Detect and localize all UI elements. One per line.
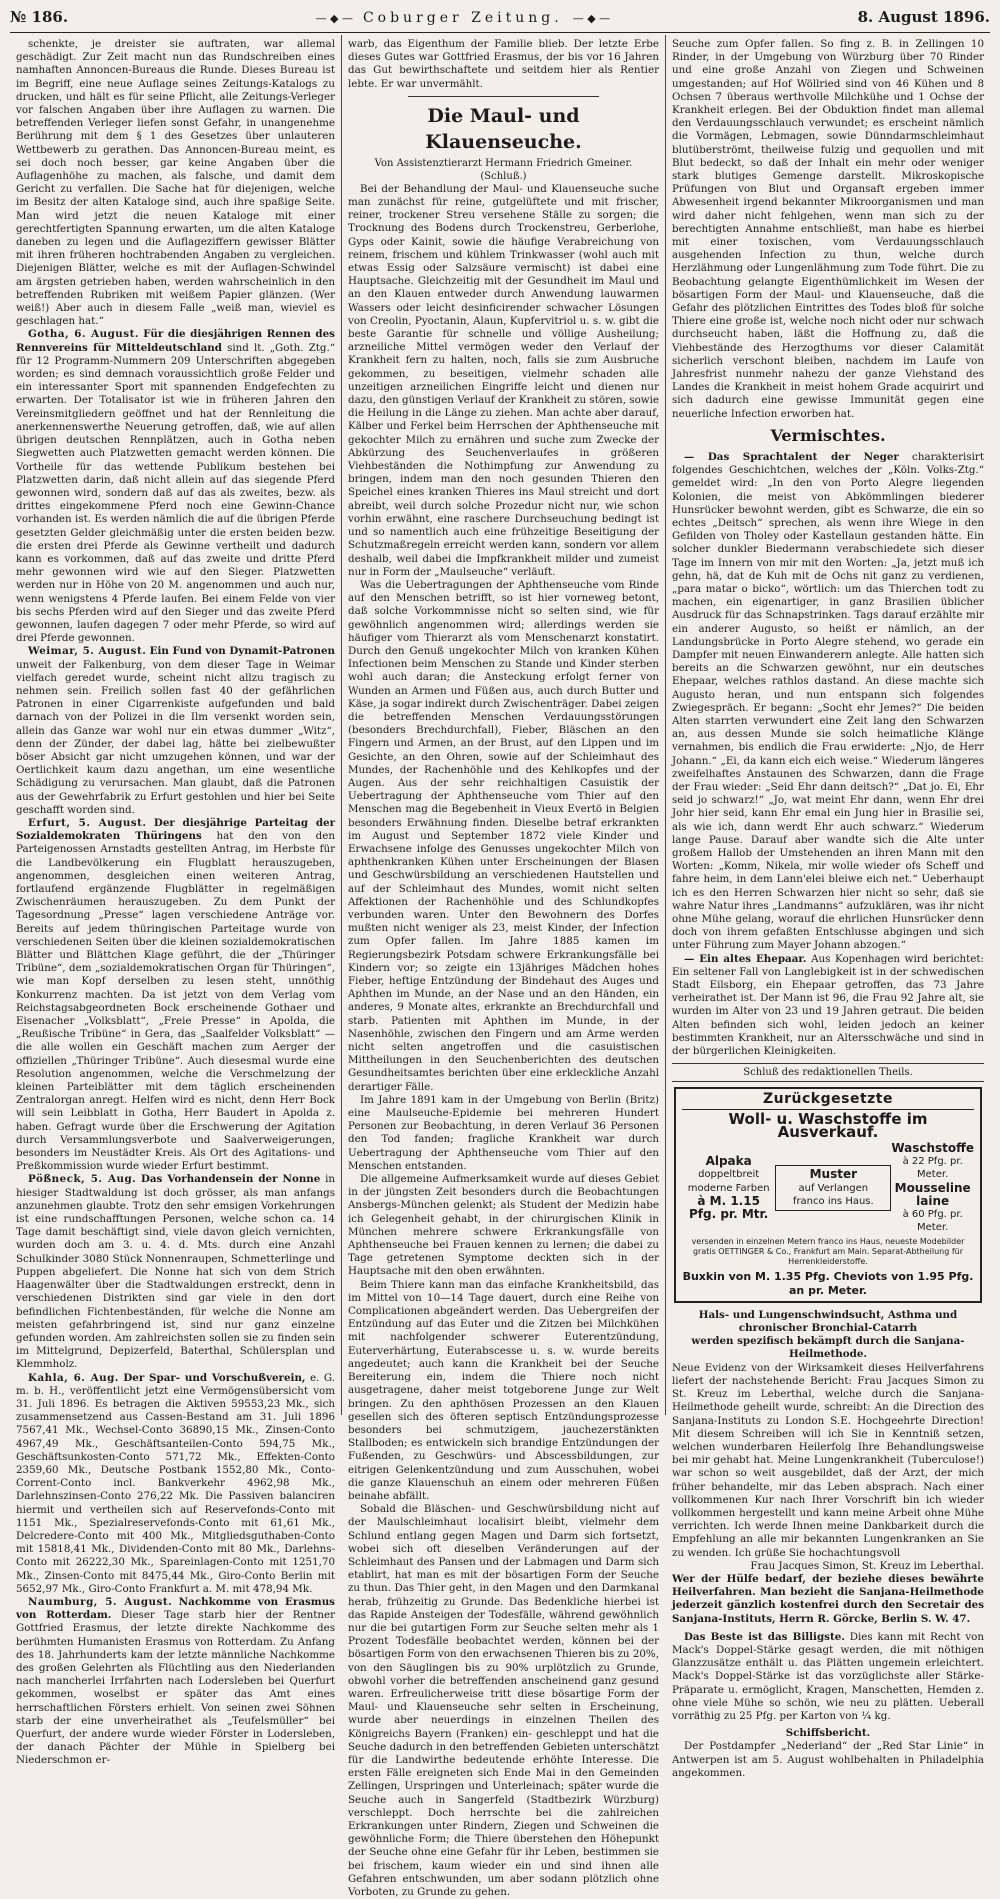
article-paragraph [672,953,984,1059]
shipping-report: Der Postdampfer „Nederland“ der „Red Star Linie“ in Antwerpen ist am 5. August wohlbehalten in Philadelphia angekommen. [672,1740,984,1779]
ad-product-desc: doppeltbreit moderne Farben [687,1169,770,1194]
article-text: in hiesiger Stadtwaldung ist doch grösser, als man anfangs anzunehmen glaubte. Trotz den sehr emsigen Vorkehrungen ist eine rundschafftungen Personen, welche schon ca. 14 Tage damit beschäftigt sind, viele davon gleich vernichten, wurden doch am 3. u. 4. d. Mts. durch eine Anzahl Schulkinder 3080 Stück Nonnenraupen, Schmetterlinge und Puppen abgeliefert. Die Nonne hat sich von dem Strich Haagenwälter über die Stadtwaldungen erstreckt, denn in verschiedenen Distrikten sind gar viele in den dort befindlichen Fichtenbeständen, für welche die Nonne am meisten gefahrbringend ist, sind nur ganz einzelne gefunden worden. Am zahlreichsten sollen sie zu finden sein im Mittelgrund, Depizerfeld, Baterthal, Schülersplan und Klemmholz. [16,1173,335,1371]
ad-offer-left [682,1155,775,1221]
article-paragraph [16,817,335,1173]
article-text: sind lt. „Goth. Ztg.“ für 12 Programm-Nummern 209 Unterschriften abgegeben worden; es sind demnach voraussichtlich große Felder und ein interessanter Sport mit spannenden Endgefechten zu erwarten. Der Totalisator ist wie in früheren Jahren den Vereinsmitgliedern geöffnet und hat der Rennleitung die anerkennenswerthe Neuerung getroffen, daß, wie auf allen übrigen deutschen Rennplätzen, auch in Gotha neben Siegwetten auch Platzwetten gemacht werden können. Die Vortheile für das wettende Publikum bestehen bei Platzwetten darin, daß nicht allein auf das siegende Pferd gewonnen wird, sondern daß auf das als zweites, bezw. als drittes eingekommene Pferd noch eine Gewinn-Chance vorhanden ist. Es werden nämlich die auf die übrigen Pferde gesetzten Gelder gleichmäßig unter die ersten beiden bezw. die ersten drei Pferde als Gewinne vertheilt und dadurch kann es vorkommen, daß auf das zweite und dritte Pferd mehr gewonnen wird wie auf den Sieger. Platzwetten werden nur in Höhe von 20 M. angenommen und auch nur, wenn wenigstens 4 Pferde laufen. Bei einem Felde von vier bis sechs Pferden wird auf den Sieger und das zweite Pferd gewonnen, laufen dagegen 7 oder mehr Pferde, so wird auf drei Pferde gewonnen. [16,341,336,645]
ad-subheadline: werden spezifisch bekämpft durch die Sanjana-Heilmethode. [691,1335,965,1361]
article-paragraph: Die allgemeine Aufmerksamkeit wurde auf dieses Gebiet in der jüngsten Zeit besonders durch die Beobachtungen Ansbergs-München gelenkt; als Student der Medizin habe ich Gelegenheit gehabt, in der chirurgischen Klinik in München mehrere schwere Erkrankungsfälle von Aphthenseuche bei Frauen kennen zu lernen; die dabei zu Tage getretenen Symptome deckten sich in der Hauptsache mit den oben erwähnten. [348,1173,659,1278]
ad-subtitle: Woll- u. Waschstoffe im Ausverkauf. [728,1109,928,1141]
article-paragraph: Was die Uebertragungen der Aphthenseuche vom Rinde auf den Menschen betrifft, so ist hier vorneweg betont, daß solche Vorkommnisse nicht so selten sind, wie für gewöhnlich angenommen wird; allerdings werden sie häufiger vom Thierarzt als vom Menschenarzt konstatirt. Durch den Genuß ungekochter Milch von kranken Kühen Infectionen beim Menschen zu Stande und Kinder sterben wohl auch daran; die Ansteckung erfolgt ferner von Wunden an Armen und Füßen aus, auch durch Butter und Käse, ja sogar indirekt durch Zwischenträger. Dabei zeigen die betreffenden Menschen Verdauungsstörungen (besonders Brechdurchfall), Fieber, Bläschen an den Fingern und Armen, an der Brust, auf den Lippen und im Gesichte, an den Ohren, sowie auf der Schleimhaut des Mundes, der Rachenhöhle und des Kehlkopfes und der Augen. Aus der sehr reichhaltigen Casuistik der Uebertragung der Aphthenseuche vom Thier auf den Menschen mag die Begebenheit in Vieux Evertö in Belgien besonders Erwähnung finden. Dieselbe betraf erkrankten im August und September 1872 viele Kinder und Erwachsene infolge des Genusses ungekochter Milch von aphthenkranken Kühen unter Erscheinungen der Blasen und Geschwürsbildung an verschiedenen Hautstellen und auf der Schleimhaut des Mundes, womit nicht selten Affektionen der Rachenhöhle und des Schlundkopfes verbunden waren. Unter den Bewohnern des Dorfes mußten nicht weniger als 23, meist Kinder, der Infection zum Opfer fallen. Im Jahre 1885 kamen im Regierungsbezirk Potsdam schwere Erkrankungsfälle bei Kindern vor; so zeigte ein 13jähriges Mädchen hohes Fieber, heftige Entzündung der Bindehaut des Auges und Aphthen im Munde, an der Nase und an den Händen, ein anderes, 9 Monate altes, erkrankte an Brechdurchfall und starb. Patienten mit Aphthen im Munde, in der Nasenhöhle, zwischen den Fingern und am Arme werden nicht selten angetroffen und die casuistischen Mittheilungen in den Seuchenberichten des deutschen Gesundheitsamtes berichten über eine erkleckliche Anzahl derartiger Fälle. [348,578,659,1093]
ad-product-price: à 22 Pfg. pr. Meter. [902,1156,963,1181]
article-paragraph: schenkte, je dreister sie auftraten, war allemal geschädigt. Zur Zeit macht nun das Rundschreiben eines namhaften Annoncen-Bureaus die Runde. Dieses Bureau ist im Begriff, eine neue Auflage seines Zeitungs-Katalogs zu drucken, und hält es für seine Pflicht, alle Zeitungs-Verleger vor falschen Angaben über ihre Auflagen zu warnen. Die betreffenden Verleger liefen sonst Gefahr, in unangenehme Berührung mit dem § 1 des Gesetzes über unlauteren Wettbewerb zu gerathen. Das Annoncen-Bureau meint, es sei doch noch besser, gar keine Angaben über die Auflagenhöhe zu machen, als falsche, und damit dem Gericht zu verfallen. Die Sache hat für diejenigen, welche im Besitz der alten Kataloge sind, auch ihre spaßige Seite. Man wird jetzt die neuen Kataloge mit einer gerechtfertigten Spannung erwarten, um die alten Kataloge daneben zu legen und die Auflageziffern gewisser Blätter mit ihren früheren hochtrabenden Angaben zu vergleichen. Diejenigen Blätter, welche es mit der Auflagen-Schwindel am ärgsten getrieben haben, werden wahrscheinlich in den betreffenden Rubriken mit weißem Papier glänzen. (Wer weiß!) Aber auch in diesem Falle „weiß man, wieviel es geschlagen hat.“ [16,38,335,328]
article-paragraph [672,451,984,953]
ad-product-name: Mousseline laine [894,1180,971,1208]
masthead-title: — ◆ — Coburger Zeitung. — ◆ — [306,10,621,26]
dateline: Weimar, 5. August. [28,645,147,658]
advertisement-fabrics [674,1087,982,1302]
article-paragraph [16,1372,335,1596]
article-text: charakterisirt folgendes Geschichtchen, welches der „Köln. Volks-Ztg.“ gemeldet wird: „In den von Porto Alegre liegenden Kolonien, die meist von Abkömmlingen biederer Hunsrücker bewohnt werden, gibt es Schwarze, die ein so echtes „Deitsch“ sprechen, als wenn ihre Wiege in den Gefilden von Tholey oder Kastellaun gestanden hätte. Ein solcher dunkler Biedermann verabschiedete sich dieser Tage im Innern von mir mit den Worten: „Ja, jetzt muß ich gehn, hä, dat de Kuh mit de Ochs nit ganz zu verdienen, „para matar o bicko“, wörtlich: um das Thierchen todt zu machen, ein eigenartiger, in ganz Brasilien üblicher Ausdruck für das Schnapstrinken. Tags darauf erzählte mir ein anderer Augusto, so heißt er nämlich, an der Landungsbrücke in Porto Alegre stehend, wo gerade ein Dampfer mit neuen Einwanderern anlegte. Alle hatten sich bereits an die Schwarzen gewöhnt, nur ein deutsches Ehepaar, welches rathlos dastand. An diese machte sich Augusto heran, und nun entspann sich folgendes Zwiegespräch. Er begann: „Socht ehr Jemes?“ Die beiden Alten starrten verwundert eine Zeit lang den Schwarzen an, aus dessen Munde sie solch heimatliche Klänge vernahmen, bis endlich die Frau erwiderte: „Njo, de Herr Johann.“ „Ei, da kann eich eich weise.“ Wiederum längeres zweifelhaftes Anstaunen des Schwarzen, dann die Frage der Frau wieder: „Seid Ehr dann deitsch?“ „Dat jo. Ei, Ehr seid jo schwarz!“ „Jo, wat meint Ehr dann, wenn Ehr drei Johr hier seid, kann Ehr emal ein Jung hier in Brasilie sei, als wie ich, dann werdt Ehr auch schwarz.“ Wiederum lange Pause. Darauf aber wandte sich die Alte unter großem Hallob der Umstehenden an ihren Mann mit den Worten: „Komm, Nikela, mir wolle wieder ofs Scheff und fahre heim, in dem Lann'elei bleiwe eich net.“ Ueberhaupt ich es den Herren Schwarzen hier nicht so sehr, daß sie wahre Natur ihres „Landmanns“ aufzuklären, was ihr nicht ohne Mühe gelang, worauf die ehrlichen Hunsrücker denn doch von ihrem gefaßten Entschlusse abgingen und sich unter Führung zum Mayer Johann abzogen.“ [672,450,984,952]
issue-date: 8. August 1896. [857,8,990,26]
article-headline: Nachkomme von Erasmus von Rotterdam. [16,1595,335,1622]
editorial-end-note: Schluß des redaktionellen Theils. [672,1063,984,1082]
ad-offer-row [682,1142,974,1234]
dateline: Erfurt, 5. August. [28,816,147,829]
article-text: unweit der Falkenburg, von dem dieser Tage in Weimar vielfach geredet wurde, scheint nicht allzu tragisch zu nehmen sein. Freilich sollen fast 40 der gefährlichen Patronen in einer Cigarrenkiste aufgefunden und bald darnach von der Polizei in die Ilm versenkt worden sein, allein das Ganze war wohl nur ein etwas dummer „Witz“, denn der Zünder, der dabei lag, hätte bei zielbewußter böser Absicht gar nicht umzugehen können, und war der Oertlichkeit kaum dazu angethan, um eine wesentliche Schädigung zu verursachen. Man glaubt, daß die Patronen aus der Gewehrfabrik zu Erfurt gestohlen und hier bei Seite geschafft worden sind. [16,658,335,816]
ad-fineprint: versenden in einzelnen Metern franco ins Haus, neueste Modebilder gratis OETTINGER & Co., Frankfurt am Main. Separat-Abtheilung für Herrenkleiderstoffe. [691,1237,965,1267]
dateline: Gotha, 6. August. [28,328,139,341]
ad-product-name: Waschstoffe [891,1141,974,1156]
article-headline: — Das Sprachtalent der Neger [684,450,899,463]
ad-product-name: Alpaka [705,1154,752,1169]
ad-sample-desc: auf Verlangen franco ins Haus. [792,1182,874,1207]
article-text: e. G. m. b. H., veröffentlicht jetzt eine Vermögensübersicht vom 31. Juli 1896. Es betragen die Aktiven 59553,23 Mk., sich zusammensetzend aus Cassen-Bestand am 31. Juli 1896 7567,41 Mk., Wechsel-Conto 36890,15 Mk., Zinsen-Conto 4967,49 Mk., Geschäftsanteilen-Conto 594,75 Mk., Geschäftsunkosten-Conto 571,72 Mk., Effekten-Conto 2359,60 Mk., Deutsche Postbank 1552,80 Mk., Conto-Corrent-Conto incl. Bankverkehr 4962,98 Mk., Darlehnszinsen-Conto 276,22 Mk. Die Passiven balanciren hiermit und vertheilen sich auf Reservefonds-Conto mit 1151 Mk., Spezialreservefonds-Conto mit 61,61 Mk., Delcredere-Conto mit 400 Mk., Mitgliedsguthaben-Conto mit 15818,41 Mk., Dividenden-Conto mit 80 Mk., Darlehns-Conto mit 26222,30 Mk., Spareinlagen-Conto mit 1251,70 Mk., Zinsen-Conto mit 8475,44 Mk., Giro-Conto Berlin mit 5652,97 Mk., Giro-Conto Frankfurt a. M. mit 478,94 Mk. [16,1371,335,1595]
article-headline: Das Vorhandensein der Nonne [140,1173,321,1186]
ad-offer-right [891,1142,974,1234]
ad-offer-center [775,1165,891,1211]
ad-product-price: à 60 Pfg. pr. Meter. [902,1209,963,1234]
section-title: Die Maul- und Klauenseuche. [425,104,582,153]
article-paragraph [16,1596,335,1768]
article-paragraph [16,328,335,645]
article-text: Aus Kopenhagen wird berichtet: Ein seltener Fall von Langlebigkeit ist in der schwedischen Stadt Eilsborg, ein Ehepaar getroffen, das 73 Jahre verheirathet ist. Der Mann ist 96, die Frau 92 Jahre alt, sie wurden im Alter von 23 und 19 Jahren getraut. Die beiden Alten befinden sich wohl, leiden jedoch an keiner bestimmten Krankheit, nur an Altersschwäche und sind in der bürgerlichen Kleinigkeiten. [672,952,985,1058]
ad-bottom-line: Buxkin von M. 1.35 Pfg. Cheviots von 1.95 Pfg. an pr. Meter. [682,1270,974,1297]
article-text: Dieser Tage starb hier der Rentner Gottfried Erasmus, der letzte direkte Nachkomme des berühmten Humanisten Erasmus von Rotterdam. Zu Anfang des 18. Jahrhunderts kam der letzte männliche Nachkomme des großen Gelehrten als Flüchtling aus den Niederlanden nach mancherlei Irrfahrten nach Lodersleben bei Querfurt gekommen, woselbst er später das Amt eines herrschaftlichen Försters erhielt. Von seinen zwei Söhnen starb der eine unverheirathet als „Teufelsmüller“ bei Querfurt, der andere wurde wieder Förster in Lodersleben, der danach Pächter der Mühle in Spielberg bei Niederschmon er- [16,1609,335,1767]
advertisement-sanjana [672,1309,984,1626]
shipping-report-title: Schiffsbericht. [785,1727,871,1740]
article-paragraph [16,1173,335,1371]
dateline: Pößneck, 5. Aug. [28,1173,137,1186]
dateline: Naumburg, 5. August. [28,1595,173,1608]
ad-paragraph [672,1631,984,1723]
article-headline: Für die diesjährigen Rennen des Rennvereins für Mitteldeutschland [16,328,335,354]
ad-closing: Wer der Hülfe bedarf, der beziehe dieses bewährte Heilverfahren. Man bezieht die Sanjana-Heilmethode jederzeit gänzlich kostenfrei durch den Secretair des Sanjana-Instituts, Herrn R. Görcke, Berlin S. W. 47. [672,1572,984,1625]
article-paragraph: Sobald die Bläschen- und Geschwürsbildung nicht auf der Maulschleimhaut localisirt bleibt, vielmehr dem Schlund entlang gegen Magen und Darm sich fortsetzt, wobei sich oft dieselben Veränderungen auf der Schleimhaut des Pansen und der Labmagen und Darm sich etablirt, hat man es mit der bösartigen Form der Seuche zu thun. Das Thier geht, in den Magen und den Darmkanal herab, frühzeitig zu Grunde. Das Bedenkliche hierbei ist das Rapide Ansteigen der Todesfälle, während gewöhnlich nur die bei gutartigen Form zur Seuche selten mehr als 1 Prozent Todesfälle beobachtet werden, können bei der bösartigen Form von den erwachsenen Thieren bis zu 20%, von den Säuglingen bis zu 90% urplötzlich zu Grunde, obwohl vorher die betreffenden anscheinend ganz gesund waren. Erfreulicherweise tritt diese bösartige Form der Maul- und Klauenseuche sehr selten in Erscheinung, wurde aber neuerdings in einzelnen Theilen des Königreichs Bayern (Franken) ein- geschleppt und hat die Seuche dadurch in den betreffenden Gebieten unterschätzt für die Landwirthe bedeutende erhöhte Interesse. Die ersten Fälle ereigneten sich Ende Mai in den Gemeinden Zellingen, Urspringen und Unterleinach; später wurde die Seuche auch in Sangerfeld (Stadtbezirk Würzburg) verschleppt. Doch herrschte bei die zahlreichen Erkrankungen unter Rindern, Ziegen und Schweinen die gewöhnliche Form; die Thiere überstehen den Höhepunkt der Seuche ohne eine Gefahr für ihr Leben, bestimmen sie bei frischem, kaum wieder ein und sind ihnen alle Gefahren entschwunden, um aber sodann plötzlich ohne Vorboten, zu Grunde zu gehen. [348,1503,659,1899]
ad-text: Neue Evidenz von der Wirksamkeit dieses Heilverfahrens liefert der nachstehende Bericht: Frau Jacques Simon zu St. Kreuz im Leberthal, welche durch die Sanjana-Heilmethode geheilt wurde, schreibt: An die Direction des Sanjana-Instituts zu London S.E. Hochgeehrte Direction! Mit diesem Schreiben will ich Sie in Kenntniß setzen, welchen wunderbaren Heilerfolg Ihre Behandlungsweise bei mir gehabt hat. Meine Lungenkrankheit (Tuberculose!) war schon so weit ausgebildet, daß der Arzt, der mich früher behandelte, mir das Leben absprach. Nach einer vollkommenen Kur nach Ihrer Vorschrift bin ich wieder vollkommen hergestellt und kann meine Arbeit ohne Mühe verrichten. Ich werde Ihnen meine Dankbarkeit durch die Empfehlung an alle mir bekannten Lungenkranken an Sie zu wenden. Ich grüße Sie hochachtungsvoll [672,1361,984,1559]
ad-sample-label: Muster [809,1167,858,1182]
article-headline: Der Spar- und Vorschußverein, [123,1371,306,1384]
byline: Von Assistenztierarzt Hermann Friedrich Gmeiner. [374,157,633,169]
article-paragraph: Im Jahre 1891 kam in der Umgebung von Berlin (Britz) eine Maulseuche-Epidemie bei mehreren Hundert Personen zur Beobachtung, in deren Verlauf 36 Personen den Tod fanden; fragliche Krankheit war durch Uebertragung der Aphthenseuche vom Thier auf den Menschen entstanden. [348,1093,659,1172]
article-paragraph [16,645,335,817]
column-2 [342,35,666,1899]
page-header [10,8,990,33]
issue-number: № 186. [10,8,69,26]
ad-headline: Das Beste ist das Billigste. [684,1630,845,1643]
column-1 [10,35,342,1767]
page-body [10,35,990,1899]
article-headline: Der diesjährige Parteitag der Sozialdemokraten Thüringens [16,816,335,843]
article-paragraph: Beim Thiere kann man das einfache Krankheitsbild, das im Mittel von 10—14 Tage dauert, durch eine Reihe von Complicationen abgeändert werden. Das Uebergreifen der Entzündung auf das Euter und die Zitzen bei Milchkühen mit nachfolgender schwerer Euterentzündung, Euterverhärtung, Euterabscesse u. s. w. wurde bereits angedeutet; auch kann die Krankheit bei der Seuche Bereiterung ein, indem die Thiere noch nicht ausgetragene, daher meist totgeborene Junge zur Welt bringen. Zu den aphthösen Prozessen an den Klauen gesellen sich des öfteren septisch Entzündungsprozesse besonders bei schmutzigem, jauchezerstänkten Stallboden; es entwickeln sich brandige Entzündungen der Fußenden, zu Geschwürs- und Abscessbildungen, zur eitrigen Gelenkentzündung und zum Ausschuhen, wobei die ganze Klauenschuh an einem oder mehreren Füßen beinahe abfällt. [348,1278,659,1502]
ad-product-price: à M. 1.15 Pfg. pr. Mtr. [688,1193,769,1222]
article-headline: — Ein altes Ehepaar. [684,952,807,965]
article-paragraph: Bei der Behandlung der Maul- und Klauenseuche suche man zunächst für reine, gutgelüftete und mit frischer, reiner, trockener Streu versehene Ställe zu sorgen; die Trocknung des Bodens durch Trockenstreu, Gerberlohe, Gyps oder Kainit, sowie die häufige Verabreichung von reinem, frischem und kühlem Trinkwasser (wohl auch mit etwas Essig oder Salzsäure vermischt) ist dabei eine Hauptsache. Gleichzeitig mit der Gesundheit im Maul und an den Klauen entweder durch Anwendung lauwarmen Wassers oder leicht desinficirender schwacher Lösungen von Creolin, Pyoctanin, Alaun, Kupfervitriol u. s. w. gibt die beste Garantie für schnelle und völlige Ausheilung; arzneiliche Mittel vermögen weder den Verlauf der Krankheit fern zu halten, noch, falls sie zum Ausbruche gekommen, zu beseitigen, vielmehr schaden alle unzeitigen arzneilichen Eingriffe leicht und dienen nur dazu, den günstigen Verlauf der Krankheit zu stören, sowie die Heilung in die Länge zu ziehen. Man achte aber darauf, Kälber und Ferkel beim Herrschen der Aphthenseuche mit gekochter Milch zu ernähren und suche zum Zwecke der Abkürzung des Seuchenverlaufes in größeren Viehbeständen die Nothimpfung zur Anwendung zu bringen, indem man den noch gesunden Thieren den Speichel eines kranken Thieres ins Maul streicht und dort abreibt, weil durch solche Prozedur nicht nur, wie schon vorhin erwähnt, eine raschere Durchseuchung bedingt ist und so namentlich auch eine frühzeitige Beseitigung der Schutzmaßregeln erreicht werden kann, sondern vor allem deshalb, weil dabei die Impfkrankheit milder und zumeist nur in Form der „Maulseuche“ verläuft. [348,182,659,578]
article-headline: Ein Fund von Dynamit-Patronen [149,645,335,658]
ad-text: Dies kann mit Recht von Mack's Doppel-Stärke gesagt werden, die mit nöthigen Glanzzusätze enthält u. das Plätten ungemein erleichtert. Mack's Doppel-Stärke ist das vorzüglichste aller Stärke-Präparate u. ermöglicht, Kragen, Manschetten, Hemden z. ohne viele Mühe so schön, wie neu zu plätten. Ueberall vorräthig zu 25 Pfg. per Karton von ¼ kg. [672,1630,985,1722]
ad-headline: Hals- und Lungenschwindsucht, Asthma und chronischer Bronchial-Catarrh [698,1308,958,1335]
divider [408,96,599,97]
article-paragraph: warb, das Eigenthum der Familie blieb. Der letzte Erbe dieses Gutes war Gottfried Erasmus, der bis vor 16 Jahren das Gut bewirthschaftete und seitdem hier als Rentier lebte. Er war unvermählt. [348,38,659,90]
article-text: hat den von den Parteigenossen Arnstadts gestellten Antrag, im Herbste für die Landbevölkerung ein Flugblatt herauszugeben, angenommen, desgleichen einen weiteren Antrag, fortlaufend ergänzende Flugblätter in regelmäßigen Zwischenräumen herauszugeben. Zu dem Punkt der Tagesordnung „Presse“ lagen verschiedene Anträge vor. Bereits auf jedem thüringischen Parteitage wurde von verschiedenen Seiten über die kleinen sozialdemokratischen Blätter und Blättchen Klage geführt, die der „Thüringer Tribüne“, dem „sozialdemokratischen Organ für Thüringen“, wie man Kopf derselben zu lesen steht, unnöthig Konkurrenz machten. Da ist jetzt von dem Verlag vom Reichstagsabgeordneten Bock erscheinende Gothaer und Eisenacher „Volksblatt“, „Freie Presse“ in Apolda, die „Reußische Tribüne“ in Gera, das „Saalfelder Volksblatt“ — die alle wollen ein Geschäft machen zum Aerger der offiziellen „Thüringer Tribüne“. Auch diesesmal wurde eine Resolution angenommen, welche die Verschmelzung der kleinen Parteiblätter mit dem täglich erscheinenden Zentralorgan anregt. Helfen wird es nicht, denn Herr Bock will sein Leibblatt in Gotha, Herr Baudert in Apolda z. haben. Gefragt wurde über die Erschwerung der Agitation durch Versammlungsverbote und Saalverweigerungen, besonders im Neustädter Kreis. Als Ort des Agitations- und Preßkommission wurde wieder Erfurt bestimmt. [16,830,336,1173]
continued-note: (Schluß.) [480,170,527,182]
ad-signature: Frau Jacques Simon, St. Kreuz im Leberthal. [750,1559,984,1572]
ad-title: Zurückgesetzte [682,1093,974,1109]
dateline: Kahla, 6. Aug. [28,1371,119,1384]
section-title-vermischtes: Vermischtes. [770,425,886,445]
column-3 [666,35,990,1779]
article-paragraph: Seuche zum Opfer fallen. So fing z. B. in Zellingen 10 Rinder, in der Umgebung von Würzburg über 70 Rinder und eine große Anzahl von Ziegen und Schweinen umgestanden; auf Hof Wöllried sind von 46 Kühen und 8 Ochsen 7 überaus werthvolle Milchkühe und 1 Ochse der Krankheit erlegen. Bei der Obduktion findet man allemal den Verdauungsschlauch verwundet; es erscheint nämlich die Vormägen, Lebmagen, sowie Dünndarmschleimhaut blutüberströmt, theilweise fulzig und gequollen und mit Blut bedeckt, so daß der Inhalt ein mehr oder weniger stark blutiges Gemenge darstellt. Mikroskopische Prüfungen von Blut und Organsaft ergeben immer Abwesenheit irgend bekannter Mikroorganismen und man wird daher nicht fehlgehen, wenn man sich zu der berechtigten Annahme entschließt, man habe es hierbei mit einer toxischen, vom Verdauungsschlauch ausgehenden Infection zu thun, welche durch Herzlähmung oder Lungenlähmung zum Tode führt. Die zu Beobachtung gelangte Eigenthümlichkeit im Wesen der bösartigen Form der Maul- und Klauenseuche, daß die Gefahr des plötzlichen Eintrittes des Todes bloß für solche Thiere eine große ist, welche noch nicht oder nur schwach durchseucht haben, läßt die Hoffnung zu, daß die Viehbestände des Herzogthums vor dieser Calamität sicherlich verschont bleiben, nachdem im Laufe von Jahresfrist nunmehr nahezu der ganze Viehstand des Landes die Krankheit in meist hohem Grade acquirirt und sich dadurch eine gewisse Immunität gegen eine neuerliche Infection erworben hat. [672,38,984,420]
